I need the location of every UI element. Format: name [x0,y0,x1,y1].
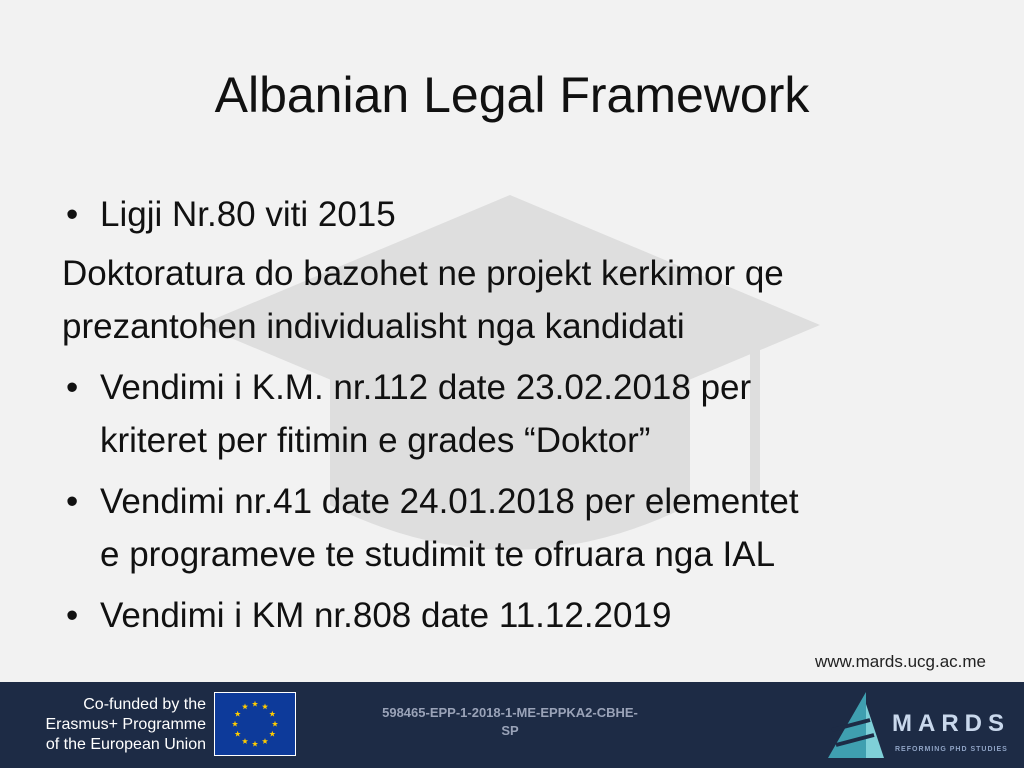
project-number [360,704,660,740]
bullet-marker: • [66,195,79,234]
bullet-line-1: Vendimi nr.41 date 24.01.2018 per elementet [100,482,799,521]
bullet-item-2 [62,361,982,467]
cofund-line-3: of the European Union [45,736,206,753]
bullet-item-3 [62,475,982,581]
cofunded-text [30,695,206,755]
bullet-marker: • [66,482,79,521]
slide-content [62,188,982,642]
cofund-line-2: Erasmus+ Programme [45,716,206,733]
mards-logo-icon [826,690,886,760]
mards-logo-text: MARDS [892,710,1010,737]
mards-tagline: REFORMING PHD STUDIES [895,746,1008,753]
slide-title: Albanian Legal Framework [214,67,810,123]
bullet-marker: • [66,368,79,407]
bullet-marker: • [66,596,79,635]
bullet-line-2: kriteret per fitimin e grades “Doktor” [100,421,651,460]
bullet-line-1: Vendimi i K.M. nr.112 date 23.02.2018 per [100,368,752,407]
plain-paragraph [62,247,982,353]
paragraph-line-1: Doktoratura do bazohet ne projekt kerkimor qe [62,254,784,293]
project-line-1: 598465-EPP-1-2018-1-ME-EPPKA2-CBHE- [382,705,638,720]
bullet-item-1 [62,188,982,241]
paragraph-line-2: prezantohen individualisht nga kandidati [62,307,685,346]
project-line-2: SP [501,723,519,738]
bullet-item-4 [62,589,982,642]
bullet-text: Ligji Nr.80 viti 2015 [100,195,396,234]
bullet-text: Vendimi i KM nr.808 date 11.12.2019 [100,596,672,635]
website-link[interactable]: www.mards.ucg.ac.me [815,652,986,671]
bullet-line-2: e programeve te studimit te ofruara nga IAL [100,535,776,574]
footer-bar [0,682,1024,768]
eu-flag-icon [214,692,296,756]
cofund-line-1: Co-funded by the [83,696,206,713]
